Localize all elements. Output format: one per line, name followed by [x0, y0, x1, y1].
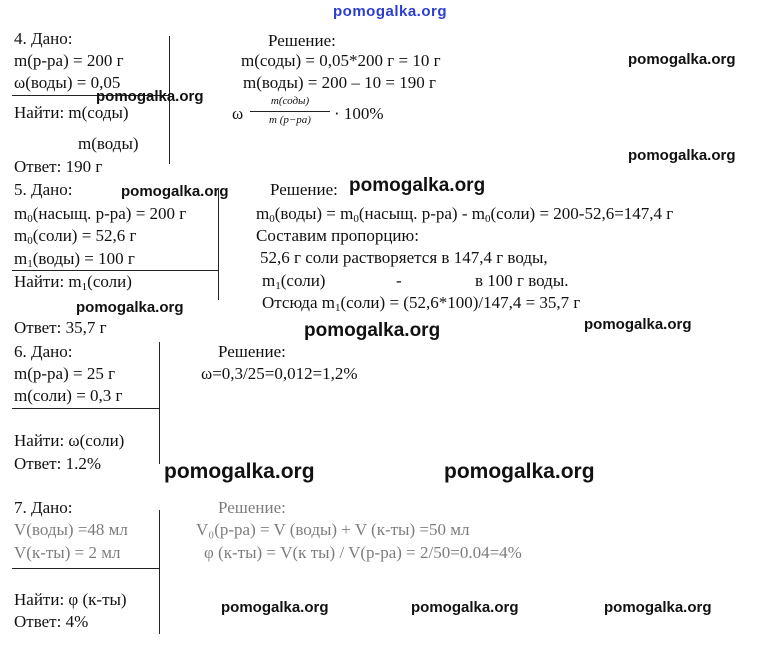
watermark: pomogalka.org: [121, 183, 229, 200]
p4-frac-line: [250, 111, 330, 112]
p5-solution-4-left: $m_1(соли)$: [262, 271, 326, 292]
p5-answer: Ответ: 35,7 г: [14, 318, 107, 337]
p6-find: Найти: ω(соли): [14, 431, 125, 450]
watermark: pomogalka.org: [628, 147, 736, 164]
p5-given-2: $m_0(соли) = 52,6$ г: [14, 226, 137, 247]
watermark: pomogalka.org: [76, 299, 184, 316]
p5-given-1: $m_0(насыщ$. р-ра) = 200 г: [14, 204, 187, 225]
p6-given-title: 6. Дано:: [14, 342, 73, 361]
p7-answer: Ответ: 4%: [14, 612, 89, 631]
p7-solution-1: V₀(р-ра) = V (воды) + V (к-ты) =50 мл: [196, 520, 470, 539]
p4-frac-denominator: m (р−ра): [269, 114, 311, 126]
p6-vertical-rule: [159, 342, 160, 464]
p6-solution-title: Решение:: [218, 342, 286, 361]
p4-find-2: m(воды): [78, 134, 139, 153]
p7-given-title: 7. Дано:: [14, 498, 73, 517]
p4-given-2: ω(воды) = 0,05: [14, 73, 121, 92]
p7-solution-2: φ (к-ты) = V(к ты) / V(р-ра) = 2/50=0.04=4%: [204, 543, 522, 562]
p4-solution-2: m(воды) = 200 – 10 = 190 г: [243, 73, 436, 92]
p6-given-1: m(р-ра) = 25 г: [14, 364, 116, 383]
watermark: pomogalka.org: [411, 599, 519, 616]
p5-find: Найти: $m_1(соли)$: [14, 272, 132, 293]
p4-solution-1: m(соды) = 0,05*200 г = 10 г: [241, 51, 441, 70]
p7-given-1: V(воды) =48 мл: [14, 520, 128, 539]
p4-given-1: m(р-ра) = 200 г: [14, 51, 124, 70]
p5-solution-3: 52,6 г соли растворяется в 147,4 г воды,: [260, 248, 548, 267]
p5-solution-2: Составим пропорцию:: [256, 226, 419, 245]
p7-vertical-rule: [159, 510, 160, 634]
p4-given-title: 4. Дано:: [14, 29, 73, 48]
p4-solution-title: Решение:: [268, 31, 336, 50]
watermark: pomogalka.org: [164, 460, 315, 483]
p6-solution-1: ω=0,3/25=0,012=1,2%: [201, 364, 358, 383]
p4-omega: ω: [232, 104, 244, 123]
p6-divider: [12, 408, 159, 409]
watermark: pomogalka.org: [628, 51, 736, 68]
watermark: pomogalka.org: [584, 316, 692, 333]
p7-divider: [12, 568, 159, 569]
p5-given-title: 5. Дано:: [14, 180, 73, 199]
watermark: pomogalka.org: [604, 599, 712, 616]
p7-given-2: V(к-ты) = 2 мл: [14, 543, 121, 562]
p5-solution-5: Отсюда $m_1(соли) = (52,6*100)/147,4 = 35,7$ г: [262, 293, 581, 314]
watermark: pomogalka.org: [221, 599, 329, 616]
watermark: pomogalka.org: [444, 460, 595, 483]
watermark: pomogalka.org: [304, 320, 441, 341]
watermark: pomogalka.org: [96, 88, 204, 105]
p5-solution-title: Решение:: [270, 180, 338, 199]
p5-solution-1: $m_0(воды)$ = $m_0(насыщ$. $р-ра) - m_0(соли) = 200-52,6=147,4$ г: [256, 204, 674, 225]
p7-solution-title: Решение:: [218, 498, 286, 517]
p5-vertical-rule: [218, 190, 219, 300]
p5-divider: [12, 270, 218, 271]
p7-find: Найти: φ (к-ты): [14, 590, 127, 609]
p4-frac-tail: · 100%: [334, 104, 384, 123]
p4-answer: Ответ: 190 г: [14, 157, 103, 176]
p5-solution-4-dash: -: [396, 271, 402, 290]
p5-solution-4-right: в 100 г воды.: [475, 271, 569, 290]
watermark: pomogalka.org: [349, 175, 486, 196]
p4-find-1: Найти: m(соды): [14, 103, 129, 122]
p6-answer: Ответ: 1.2%: [14, 454, 101, 473]
p5-given-3: $m_1(воды) = 100$ г: [14, 249, 135, 270]
p4-frac-numerator: m(соды): [270, 95, 310, 107]
watermark-top: pomogalka.org: [333, 3, 448, 20]
p6-given-2: m(соли) = 0,3 г: [14, 386, 123, 405]
